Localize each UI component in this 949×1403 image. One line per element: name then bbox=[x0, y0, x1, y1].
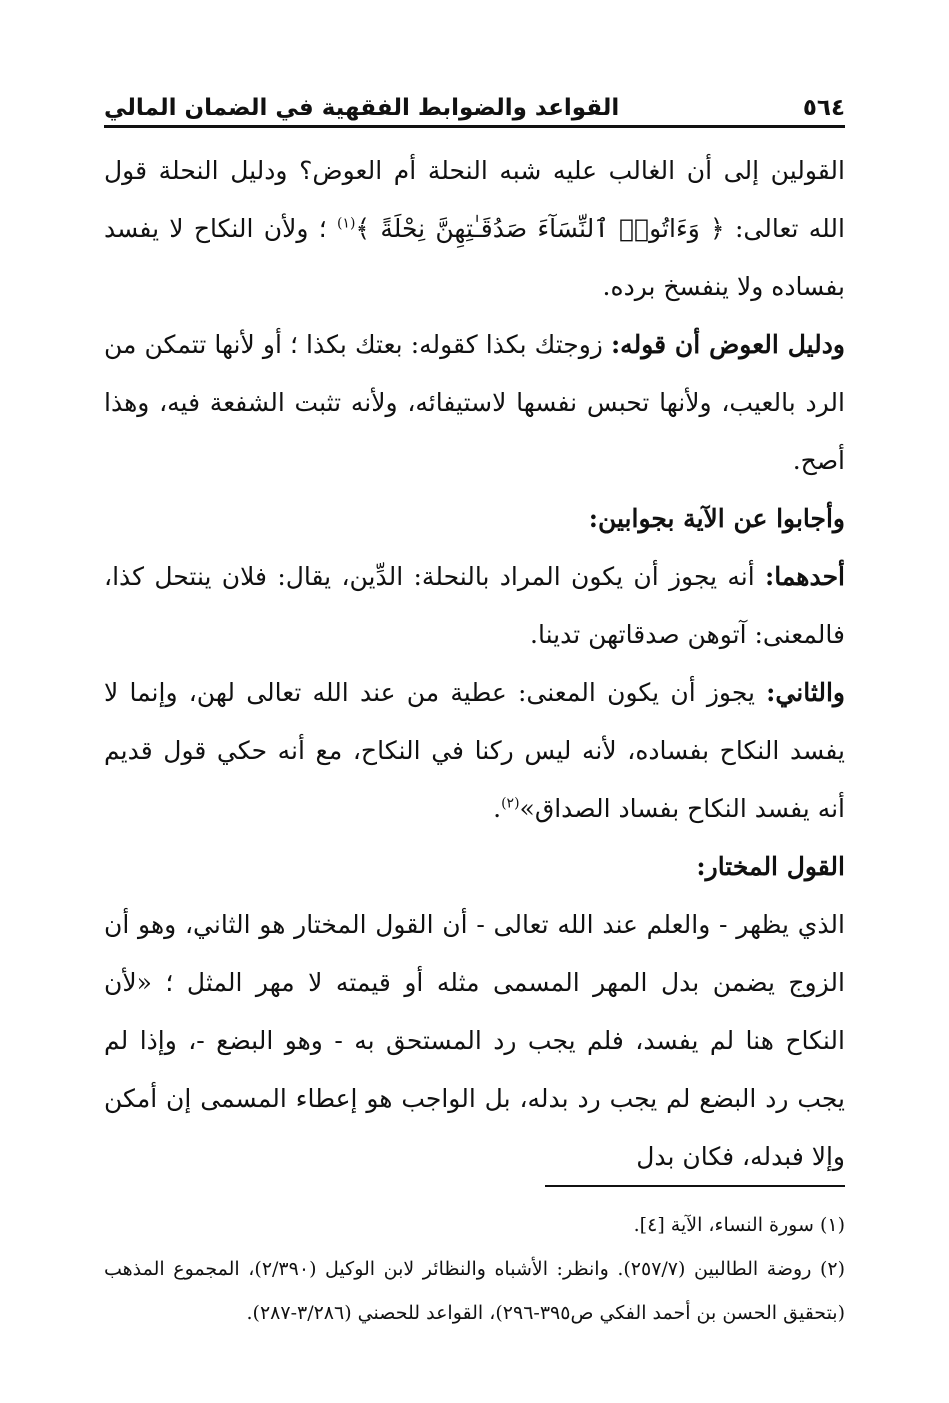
paragraph-4 bbox=[104, 664, 845, 838]
paragraph-3-text: أنه يجوز أن يكون المراد بالنحلة: الدِّين، يقال: فلان ينتحل كذا، فالمعنى: آتوهن صدقاتهن تدينا. bbox=[104, 562, 845, 649]
footnotes bbox=[104, 1203, 845, 1335]
heading-chosen-opinion: القول المختار: bbox=[696, 852, 845, 881]
paragraph-2 bbox=[104, 316, 845, 490]
footnote-ref-1[interactable]: (١) bbox=[336, 215, 356, 232]
paragraph-4-lead: والثاني: bbox=[766, 678, 845, 707]
footnote-1: (١) سورة النساء، الآية [٤]. bbox=[633, 1214, 845, 1236]
paragraph-2-lead: ودليل العوض أن قوله: bbox=[610, 330, 846, 359]
running-title: القواعد والضوابط الفقهية في الضمان المالي bbox=[104, 95, 620, 121]
paragraph-3 bbox=[104, 548, 845, 664]
page-number: ٥٦٤ bbox=[802, 95, 845, 121]
paragraph-4-end: . bbox=[493, 794, 502, 823]
paragraph-5: الذي يظهر - والعلم عند الله تعالى - أن القول المختار هو الثاني، وهو أن الزوج يضمن بدل المهر المسمى مثله أو قيمته لا مهر المثل ؛ «لأن النكاح هنا لم يفسد، فلم يجب رد المستحق به - وهو البضع -، وإذا لم يجب رد البضع لم يجب رد بدله، بل الواجب هو إعطاء المسمى إن أمكن وإلا فبدله، فكان بدل bbox=[104, 910, 845, 1171]
footnote-2: (٢) روضة الطالبين (٢٥٧/٧). وانظر: الأشباه والنظائر لابن الوكيل (٢/٣٩٠)، المجموع المذهب (بتحقيق الحسن بن أحمد الفكي ص٣٩٥-٢٩٦)، القواعد للحصني (٣/٢٨٦-٢٨٧). bbox=[104, 1258, 845, 1324]
main-text bbox=[104, 142, 845, 1186]
footnote-ref-2[interactable]: (٢) bbox=[501, 795, 520, 812]
paragraph-1-text-after: ؛ ولأن النكاح لا يفسد بفساده ولا ينفسخ برده. bbox=[104, 214, 845, 301]
paragraph-3-lead: أحدهما: bbox=[764, 562, 845, 591]
paragraph-4-text: يجوز أن يكون المعنى: عطية من عند الله تعالى لهن، وإنما لا يفسد النكاح بفساده، لأنه ليس ركنا في النكاح، مع أنه حكي قول قديم أنه يفسد النكاح بفساد الصداق» bbox=[104, 678, 845, 823]
quran-verse: ﴿ وَءَاتُوا۟ ٱلنِّسَآءَ صَدُقَـٰتِهِنَّ نِحْلَةً ﴾ bbox=[355, 214, 725, 243]
paragraph-1-text-before: القولين إلى أن الغالب عليه شبه النحلة أم العوض؟ ودليل النحلة قول الله تعالى: bbox=[104, 156, 845, 243]
paragraph-2-text: زوجتك بكذا كقوله: بعتك بكذا ؛ أو لأنها تتمكن من الرد بالعيب، ولأنها تحبس نفسها لاستيفائه، ولأنه تثبت الشفعة فيه، وهذا أصح. bbox=[104, 330, 845, 475]
running-header bbox=[104, 84, 845, 128]
footnote-divider bbox=[545, 1185, 845, 1187]
heading-answers: وأجابوا عن الآية بجوابين: bbox=[588, 504, 845, 533]
paragraph-1 bbox=[104, 142, 845, 316]
